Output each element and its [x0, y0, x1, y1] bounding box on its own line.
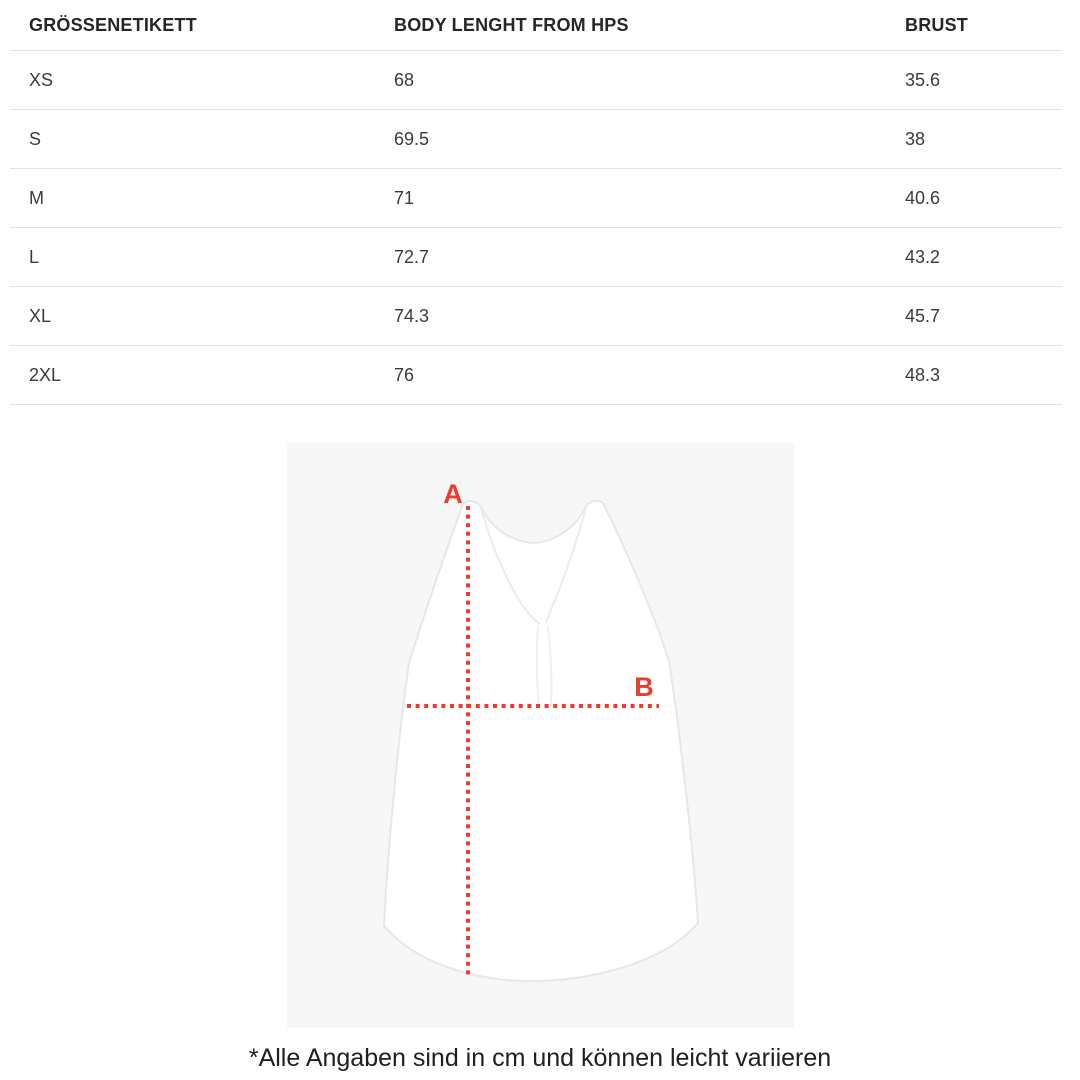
cell-size: XS [29, 69, 54, 90]
size-chart-table [10, 0, 1062, 405]
cell-body-length: 74.3 [394, 305, 430, 326]
table-row [10, 51, 1062, 110]
cell-chest: 38 [905, 128, 926, 149]
table-row [10, 287, 1062, 346]
cell-chest: 35.6 [905, 69, 941, 90]
size-chart-header-row [10, 0, 1062, 51]
table-row [10, 346, 1062, 405]
header-size-label: GRÖSSENETIKETT [29, 14, 197, 35]
measure-label-a: A [442, 479, 463, 509]
garment-diagram [287, 443, 794, 1028]
tank-top-measure-figure [287, 443, 794, 1028]
cell-body-length: 68 [394, 69, 415, 90]
cell-size: L [29, 246, 40, 267]
cell-body-length: 72.7 [394, 246, 430, 267]
table-row [10, 228, 1062, 287]
tank-top-illustration [384, 501, 698, 981]
cell-chest: 40.6 [905, 187, 941, 208]
cell-size: XL [29, 305, 52, 326]
cell-chest: 45.7 [905, 305, 941, 326]
cell-body-length: 69.5 [394, 128, 430, 149]
header-chest: BRUST [905, 14, 968, 35]
table-row [10, 110, 1062, 169]
cell-size: 2XL [29, 364, 62, 385]
cell-body-length: 71 [394, 187, 415, 208]
cell-size: M [29, 187, 44, 208]
measure-label-b: B [633, 672, 654, 702]
table-row [10, 169, 1062, 228]
units-footnote: *Alle Angaben sind in cm und können leicht variieren [248, 1044, 832, 1072]
diagram-section [0, 443, 1080, 1028]
cell-body-length: 76 [394, 364, 415, 385]
cell-size: S [29, 128, 42, 149]
cell-chest: 48.3 [905, 364, 941, 385]
cell-chest: 43.2 [905, 246, 941, 267]
header-body-length: BODY LENGHT FROM HPS [394, 14, 629, 35]
